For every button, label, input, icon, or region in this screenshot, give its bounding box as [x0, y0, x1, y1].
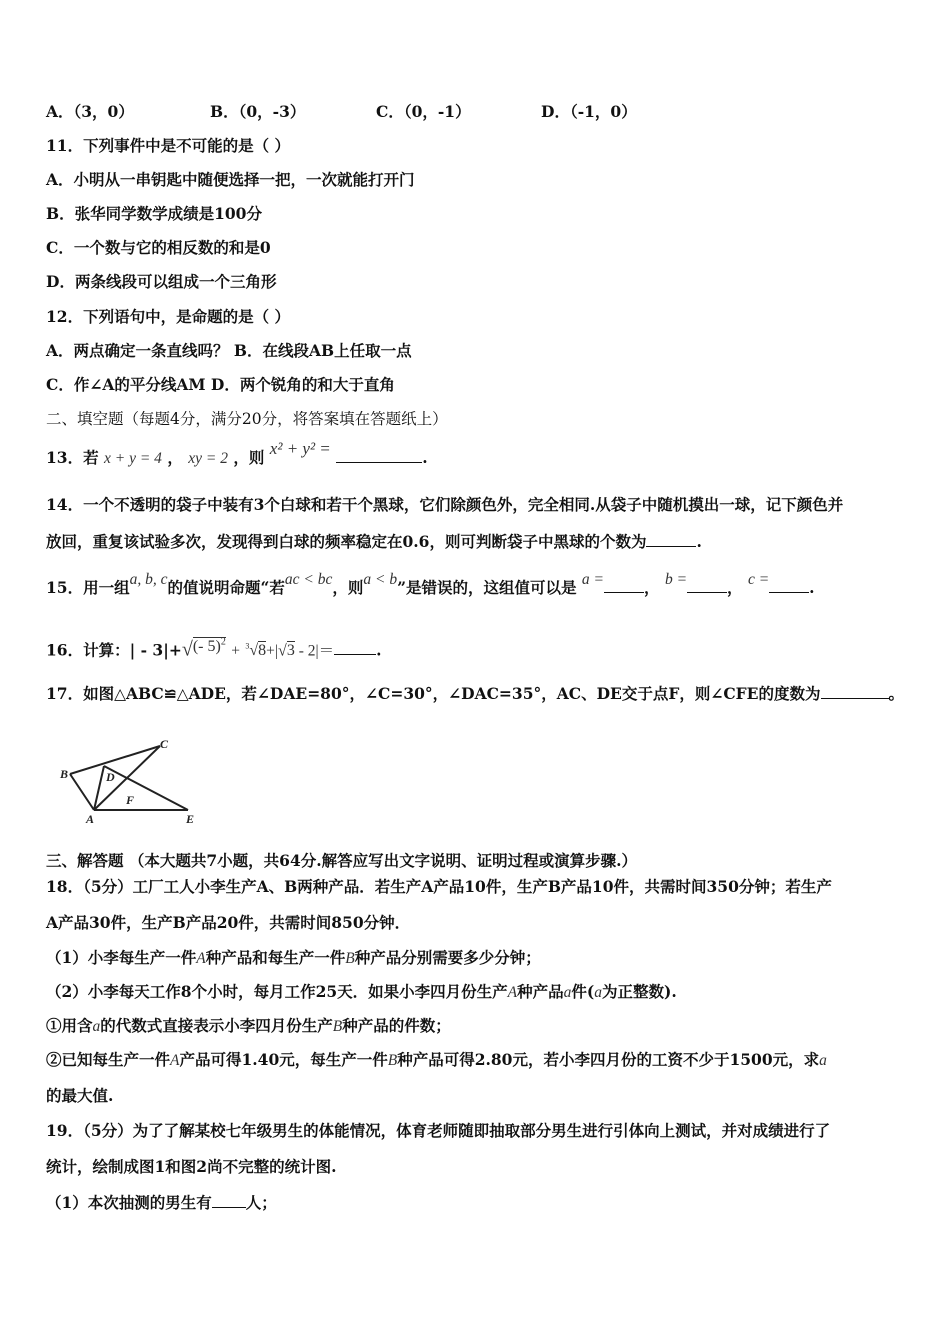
q13-answer-blank[interactable] — [336, 446, 422, 463]
q18-line2: A产品30件，生产B产品20件，共需时间850分钟． — [46, 913, 411, 932]
q17-text: 17．如图△ABC≌△ADE，若∠DAE=80°，∠C=30°，∠DAC=35°，AC、DE交于点F，则∠CFE的度数为 — [46, 684, 821, 703]
q18-p2-pre: （2）小李每天工作8个小时，每月工作25天．如果小李四月份生产 — [46, 982, 508, 1001]
q13-eq1: x + y = 4 — [103, 450, 162, 467]
cube-root-icon: $^3$√ — [245, 642, 259, 660]
q18-sub1 — [46, 1015, 451, 1038]
q18-p2-var-a-lower: a — [563, 984, 572, 1001]
q15-conclusion: a < b — [363, 571, 398, 588]
q18-p2-mid2: 件( — [571, 982, 595, 1001]
q19-part1 — [46, 1191, 277, 1214]
q14-answer-blank[interactable] — [646, 530, 696, 547]
q18-c2-var-a: A — [170, 1052, 180, 1069]
q15-end: . — [809, 578, 815, 597]
q18-line1: 18．（5分）工厂工人小李生产A、B两种产品．若生产A产品10件，生产B产品10件，共需时间350分钟；若生产 — [46, 877, 832, 896]
label-a: A — [86, 812, 95, 826]
q18-c2-var-b: B — [387, 1052, 398, 1069]
q13-sep: ， — [167, 448, 183, 467]
q18-p2-end: 为正整数). — [601, 982, 677, 1001]
q13 — [46, 439, 428, 470]
q18-p1-pre: （1）小李每生产一件 — [46, 948, 197, 967]
sqrt-icon: √ — [181, 638, 193, 661]
q16-plus2: +| — [266, 642, 279, 660]
q18-sub2-line2: 的最大值. — [46, 1086, 114, 1105]
q16-sqrt-body — [193, 637, 226, 655]
q18-p2-var-a-lower2: a — [594, 984, 602, 1001]
q16-prefix: 16．计算：| - 3|+ — [46, 640, 182, 660]
q14-line2 — [46, 530, 702, 553]
q14-line1: 14．一个不透明的袋子中装有3个白球和若干个黑球，它们除颜色外，完全相同.从袋子中随机摸出一球，记下颜色并 — [46, 495, 844, 514]
label-c: C — [160, 737, 169, 751]
triangle-figure — [56, 734, 206, 829]
q18-c2-pre: ②已知每生产一件 — [46, 1050, 171, 1069]
q18-c2-var-a-lower: a — [819, 1052, 827, 1069]
q15-b-eq: b = — [664, 571, 688, 588]
q10-option-d: D．（-1，0） — [541, 102, 637, 121]
section-3-heading: 三、解答题 （本大题共7小题，共64分.解答应写出文字说明、证明过程或演算步骤.） — [46, 851, 638, 870]
q12-stem: 12．下列语句中，是命题的是（ ） — [46, 307, 290, 326]
q13-eq3: x² + y² = — [269, 439, 331, 458]
q18-p1-var-b: B — [345, 950, 355, 967]
q14-end: . — [696, 532, 702, 551]
q15-comma2: ， — [727, 578, 743, 597]
q11-option-a: A．小明从一串钥匙中随便选择一把，一次就能打开门 — [46, 170, 415, 189]
q15-mid3: ”是错误的，这组值可以是 — [397, 578, 577, 597]
q12-options-cd: C．作∠A的平分线AM D．两个锐角的和大于直角 — [46, 375, 395, 394]
q18-p2-mid: 种产品 — [517, 982, 564, 1001]
q19-line1: 19．（5分）为了了解某校七年级男生的体能情况，体育老师随即抽取部分男生进行引体向上测试，并对成绩进行了 — [46, 1121, 831, 1140]
q17-answer-blank[interactable] — [821, 682, 889, 699]
q10-option-a: A．（3，0） — [46, 102, 134, 121]
section-2-heading: 二、填空题（每题4分，满分20分，将答案填在答题纸上） — [46, 410, 448, 428]
q15-mid2: ，则 — [332, 578, 364, 597]
q14-line2-text: 放回，重复该试验多次，发现得到白球的频率稳定在0.6，则可判断袋子中黑球的个数为 — [46, 532, 647, 551]
q18-part2 — [46, 981, 677, 1004]
q18-c1-var-b: B — [332, 1018, 343, 1035]
q16-answer-blank[interactable] — [334, 638, 376, 655]
q16-sq-value: (- 5) — [192, 638, 221, 656]
q15-comma1: ， — [644, 578, 660, 597]
q16-end: . — [376, 640, 382, 660]
q15-prefix: 15．用一组 — [46, 578, 130, 597]
q15-b-blank[interactable] — [687, 576, 727, 593]
q17 — [46, 682, 904, 705]
sqrt-icon: √ — [278, 642, 287, 660]
q18-c2-mid2: 种产品可得2.80元，若小李四月份的工资不少于1500元，求 — [397, 1050, 820, 1069]
q11-option-c: C．一个数与它的相反数的和是0 — [46, 238, 271, 257]
q15-a-blank[interactable] — [604, 576, 644, 593]
q11-option-b: B．张华同学数学成绩是100分 — [46, 204, 262, 223]
q18-sub2 — [46, 1049, 827, 1072]
q11-stem: 11．下列事件中是不可能的是（ ） — [46, 136, 290, 155]
label-e: E — [186, 812, 195, 826]
q18-p2-var-a: A — [507, 984, 518, 1001]
q15-c-blank[interactable] — [769, 576, 809, 593]
q15-a-eq: a = — [581, 571, 605, 588]
segment-ad — [94, 766, 104, 810]
q15-vars: a, b, c — [129, 571, 168, 588]
q10-option-b: B．（0，-3） — [210, 102, 306, 121]
segment-ba — [70, 774, 94, 810]
q16 — [46, 636, 381, 662]
label-b: B — [60, 767, 69, 781]
q19-answer-blank[interactable] — [212, 1191, 246, 1208]
label-d: D — [106, 770, 115, 784]
q18-part1 — [46, 947, 541, 970]
q13-eq2: xy = 2 — [188, 450, 228, 467]
q12-options-ab: A．两点确定一条直线吗？ B．在线段AB上任取一点 — [46, 341, 412, 360]
q16-root3-value: 3 — [286, 642, 295, 660]
q18-c1-end: 种产品的件数； — [342, 1016, 451, 1035]
q13-end: . — [422, 448, 428, 467]
q15-mid1: 的值说明命题“若 — [167, 578, 285, 597]
q18-p1-end: 种产品分别需要多少分钟； — [354, 948, 541, 967]
q16-plus1: + — [231, 642, 240, 660]
q16-tail: - 2|＝ — [294, 642, 335, 660]
q19-p1-pre: （1）本次抽测的男生有 — [46, 1193, 212, 1212]
q11-option-d: D．两条线段可以组成一个三角形 — [46, 272, 277, 291]
q19-p1-end: 人； — [245, 1193, 277, 1212]
q18-c1-pre: ①用含 — [46, 1016, 93, 1035]
q15 — [46, 571, 815, 600]
q15-condition: ac < bc — [284, 571, 333, 588]
q18-c1-mid: 的代数式直接表示小李四月份生产 — [100, 1016, 333, 1035]
q19-line2: 统计，绘制成图1和图2尚不完整的统计图. — [46, 1157, 337, 1176]
q10-option-c: C．（0，-1） — [376, 102, 471, 121]
q16-cube-value: 8 — [258, 642, 267, 660]
q15-c-eq: c = — [747, 571, 770, 588]
q13-prefix: 13．若 — [46, 448, 99, 467]
q13-mid: ，则 — [233, 448, 265, 467]
q16-square-exponent: 2 — [220, 637, 226, 648]
q18-c2-mid: 产品可得1.40元，每生产一件 — [179, 1050, 388, 1069]
label-f: F — [126, 793, 135, 807]
q18-p1-mid: 种产品和每生产一件 — [205, 948, 346, 967]
q18-c1-var-a: a — [92, 1018, 101, 1035]
q18-p1-var-a: A — [196, 950, 206, 967]
q17-end: 。 — [888, 684, 905, 703]
